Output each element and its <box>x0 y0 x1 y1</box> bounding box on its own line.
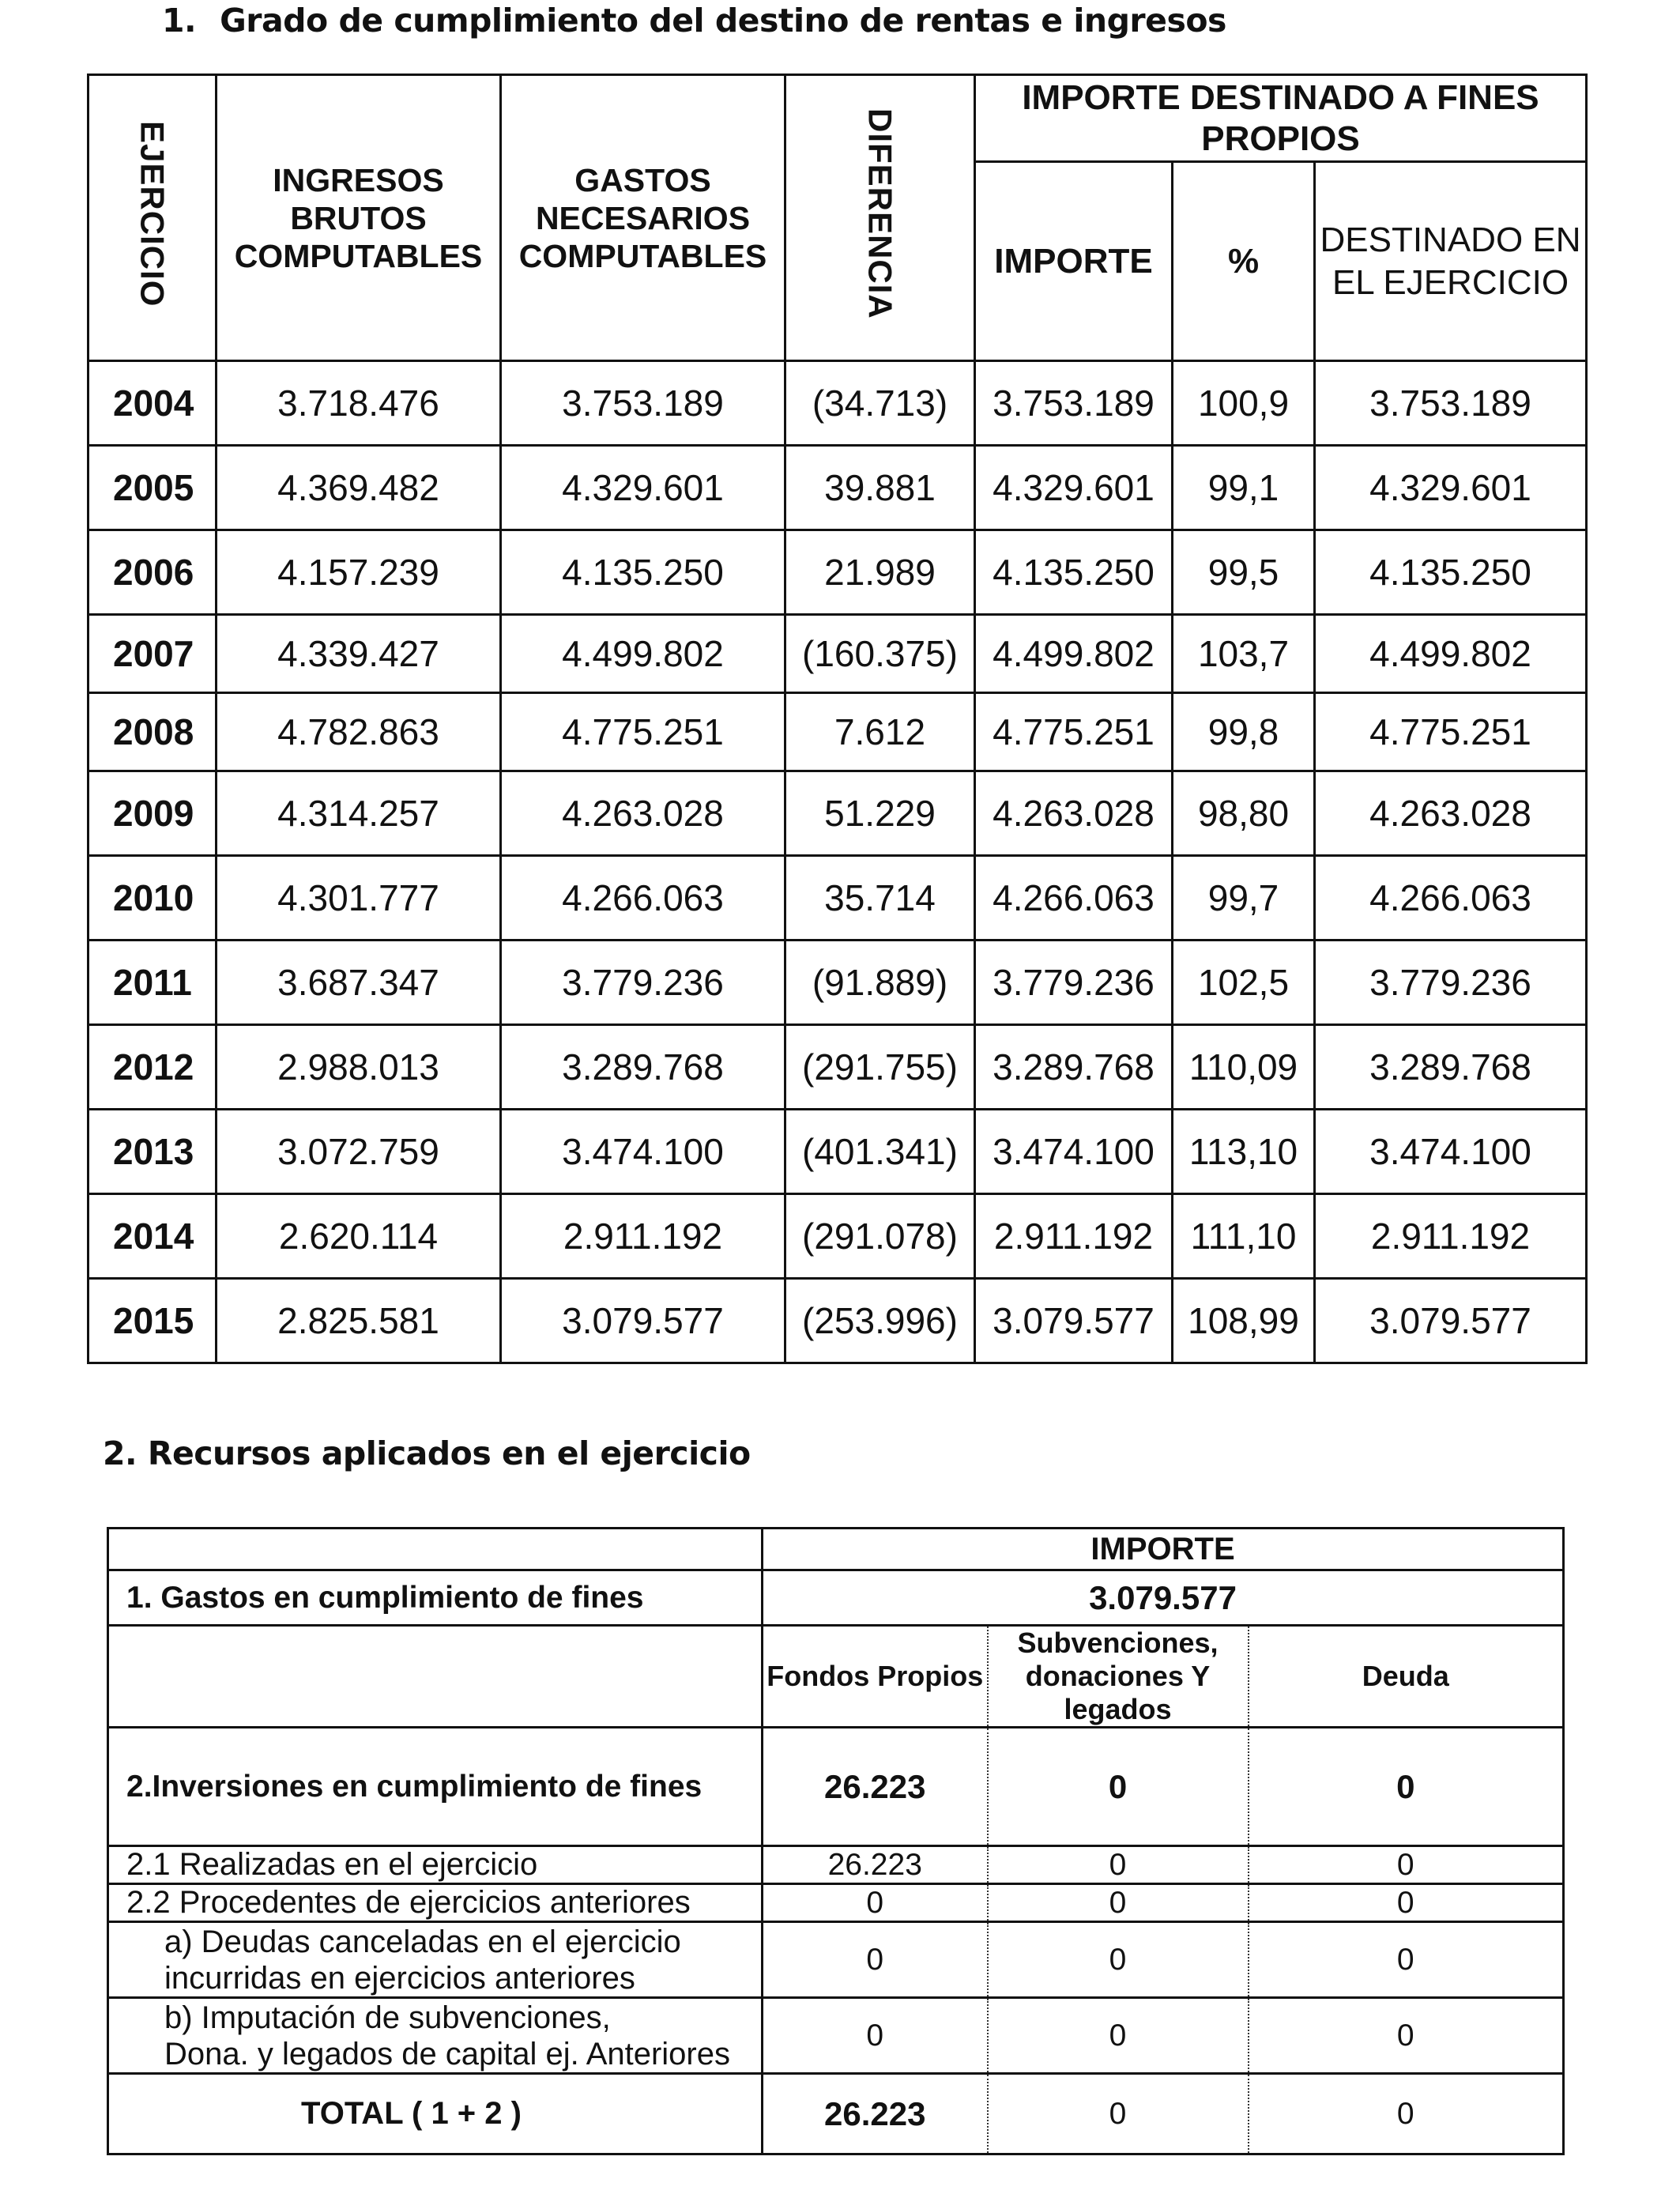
cell-ingresos: 2.620.114 <box>217 1194 501 1279</box>
row-imputacion-label-line2: Dona. y legados de capital ej. Anteriores <box>164 2036 730 2071</box>
cell-destinado: 3.779.236 <box>1315 941 1587 1025</box>
cell-year: 2010 <box>89 856 217 941</box>
cell-ingresos: 3.072.759 <box>217 1110 501 1194</box>
cell-year: 2012 <box>89 1025 217 1110</box>
row-deudas-label <box>108 1922 763 1998</box>
cell-gastos: 3.079.577 <box>501 1279 785 1363</box>
cell-gastos: 3.779.236 <box>501 941 785 1025</box>
cell-year: 2005 <box>89 446 217 530</box>
row-deudas-label-line2: incurridas en ejercicios anteriores <box>164 1960 635 1996</box>
row-realizadas-fondos: 26.223 <box>763 1846 988 1884</box>
cell-pct: 103,7 <box>1173 615 1315 693</box>
col-deuda: Deuda <box>1249 1626 1564 1728</box>
gastos-value: 3.079.577 <box>763 1570 1564 1626</box>
row-imputacion-label-line1: b) Imputación de subvenciones, <box>164 2000 611 2035</box>
cell-gastos: 3.289.768 <box>501 1025 785 1110</box>
cell-destinado: 4.263.028 <box>1315 771 1587 856</box>
table-row <box>89 771 1587 856</box>
section-1-title <box>162 2 1226 40</box>
cell-pct: 99,8 <box>1173 693 1315 771</box>
cell-pct: 99,1 <box>1173 446 1315 530</box>
row-inversiones-deuda: 0 <box>1249 1728 1564 1846</box>
header-ejercicio: EJERCICIO <box>89 75 217 361</box>
total-subv: 0 <box>988 2074 1249 2154</box>
cell-importe: 4.135.250 <box>975 530 1173 615</box>
cell-year: 2008 <box>89 693 217 771</box>
header-destinado: DESTINADO EN EL EJERCICIO <box>1315 162 1587 361</box>
table-row <box>89 1025 1587 1110</box>
cell-importe: 4.329.601 <box>975 446 1173 530</box>
row-realizadas-deuda: 0 <box>1249 1846 1564 1884</box>
table-row <box>89 856 1587 941</box>
row-realizadas-subv: 0 <box>988 1846 1249 1884</box>
importe-header-blank <box>108 1529 763 1570</box>
cell-gastos: 3.753.189 <box>501 361 785 446</box>
row-deudas-subv: 0 <box>988 1922 1249 1998</box>
cell-ingresos: 4.157.239 <box>217 530 501 615</box>
cell-destinado: 3.474.100 <box>1315 1110 1587 1194</box>
cell-importe: 3.779.236 <box>975 941 1173 1025</box>
header-diferencia: DIFERENCIA <box>785 75 975 361</box>
cell-pct: 99,5 <box>1173 530 1315 615</box>
cell-gastos: 4.263.028 <box>501 771 785 856</box>
header-gastos: GASTOS NECESARIOS COMPUTABLES <box>501 75 785 361</box>
row-imputacion-deuda: 0 <box>1249 1998 1564 2074</box>
cell-pct: 100,9 <box>1173 361 1315 446</box>
cell-gastos: 4.135.250 <box>501 530 785 615</box>
cell-destinado: 4.329.601 <box>1315 446 1587 530</box>
total-deuda: 0 <box>1249 2074 1564 2154</box>
cell-destinado: 3.753.189 <box>1315 361 1587 446</box>
table-row <box>89 693 1587 771</box>
header-importe-destinado: IMPORTE DESTINADO A FINES PROPIOS <box>975 75 1587 162</box>
cell-importe: 4.266.063 <box>975 856 1173 941</box>
cell-diferencia: (291.078) <box>785 1194 975 1279</box>
row-imputacion-label <box>108 1998 763 2074</box>
row-deudas-deuda: 0 <box>1249 1922 1564 1998</box>
cell-ingresos: 2.825.581 <box>217 1279 501 1363</box>
section-2-title: 2. Recursos aplicados en el ejercicio <box>103 1434 751 1472</box>
cell-importe: 3.289.768 <box>975 1025 1173 1110</box>
cell-year: 2013 <box>89 1110 217 1194</box>
cell-diferencia: 35.714 <box>785 856 975 941</box>
cell-gastos: 4.266.063 <box>501 856 785 941</box>
cell-importe: 3.474.100 <box>975 1110 1173 1194</box>
cell-diferencia: (34.713) <box>785 361 975 446</box>
cell-destinado: 4.499.802 <box>1315 615 1587 693</box>
table-row <box>89 941 1587 1025</box>
row-inversiones-fondos: 26.223 <box>763 1728 988 1846</box>
col-fondos: Fondos Propios <box>763 1626 988 1728</box>
cell-pct: 111,10 <box>1173 1194 1315 1279</box>
table-row <box>89 615 1587 693</box>
cell-gastos: 2.911.192 <box>501 1194 785 1279</box>
cell-pct: 102,5 <box>1173 941 1315 1025</box>
table-row <box>89 530 1587 615</box>
cell-year: 2007 <box>89 615 217 693</box>
cell-gastos: 4.775.251 <box>501 693 785 771</box>
cell-diferencia: 51.229 <box>785 771 975 856</box>
table-row <box>89 1194 1587 1279</box>
cell-ingresos: 4.314.257 <box>217 771 501 856</box>
cell-destinado: 4.775.251 <box>1315 693 1587 771</box>
resources-table <box>107 1527 1565 2155</box>
importe-header: IMPORTE <box>763 1529 1564 1570</box>
compliance-table <box>87 74 1588 1364</box>
cell-diferencia: (91.889) <box>785 941 975 1025</box>
cell-pct: 98,80 <box>1173 771 1315 856</box>
row-procedentes-subv: 0 <box>988 1884 1249 1922</box>
cell-pct: 108,99 <box>1173 1279 1315 1363</box>
cell-year: 2015 <box>89 1279 217 1363</box>
header-ingresos: INGRESOS BRUTOS COMPUTABLES <box>217 75 501 361</box>
cell-destinado: 4.266.063 <box>1315 856 1587 941</box>
cell-year: 2009 <box>89 771 217 856</box>
table-row <box>89 446 1587 530</box>
cols-header-blank <box>108 1626 763 1728</box>
header-pct: % <box>1173 162 1315 361</box>
table-row <box>89 1110 1587 1194</box>
cell-destinado: 2.911.192 <box>1315 1194 1587 1279</box>
cell-pct: 110,09 <box>1173 1025 1315 1110</box>
cell-ingresos: 4.339.427 <box>217 615 501 693</box>
row-deudas-label-line1: a) Deudas canceladas en el ejercicio <box>164 1924 681 1959</box>
total-label: TOTAL ( 1 + 2 ) <box>108 2074 763 2154</box>
cell-destinado: 3.079.577 <box>1315 1279 1587 1363</box>
table-row <box>89 1279 1587 1363</box>
cell-importe: 4.499.802 <box>975 615 1173 693</box>
cell-diferencia: (160.375) <box>785 615 975 693</box>
row-procedentes-label: 2.2 Procedentes de ejercicios anteriores <box>108 1884 763 1922</box>
col-subvenciones: Subvenciones, donaciones Y legados <box>988 1626 1249 1728</box>
row-inversiones-subv: 0 <box>988 1728 1249 1846</box>
cell-importe: 3.079.577 <box>975 1279 1173 1363</box>
cell-ingresos: 3.687.347 <box>217 941 501 1025</box>
cell-importe: 4.263.028 <box>975 771 1173 856</box>
cell-year: 2011 <box>89 941 217 1025</box>
cell-importe: 4.775.251 <box>975 693 1173 771</box>
cell-importe: 2.911.192 <box>975 1194 1173 1279</box>
cell-diferencia: (401.341) <box>785 1110 975 1194</box>
cell-diferencia: 21.989 <box>785 530 975 615</box>
cell-pct: 99,7 <box>1173 856 1315 941</box>
cell-diferencia: (253.996) <box>785 1279 975 1363</box>
cell-ingresos: 4.369.482 <box>217 446 501 530</box>
cell-gastos: 4.499.802 <box>501 615 785 693</box>
section-1-number: 1. <box>162 2 197 40</box>
cell-ingresos: 3.718.476 <box>217 361 501 446</box>
cell-year: 2014 <box>89 1194 217 1279</box>
row-procedentes-fondos: 0 <box>763 1884 988 1922</box>
cell-diferencia: (291.755) <box>785 1025 975 1110</box>
row-imputacion-fondos: 0 <box>763 1998 988 2074</box>
row-imputacion-subv: 0 <box>988 1998 1249 2074</box>
cell-diferencia: 7.612 <box>785 693 975 771</box>
row-realizadas-label: 2.1 Realizadas en el ejercicio <box>108 1846 763 1884</box>
row-deudas-fondos: 0 <box>763 1922 988 1998</box>
header-importe: IMPORTE <box>975 162 1173 361</box>
cell-destinado: 3.289.768 <box>1315 1025 1587 1110</box>
cell-diferencia: 39.881 <box>785 446 975 530</box>
gastos-label: 1. Gastos en cumplimiento de fines <box>108 1570 763 1626</box>
total-fondos: 26.223 <box>763 2074 988 2154</box>
cell-year: 2006 <box>89 530 217 615</box>
row-inversiones-label: 2.Inversiones en cumplimiento de fines <box>108 1728 763 1846</box>
cell-gastos: 4.329.601 <box>501 446 785 530</box>
cell-year: 2004 <box>89 361 217 446</box>
section-1-title-text: Grado de cumplimiento del destino de rentas e ingresos <box>220 2 1226 40</box>
table-row <box>89 361 1587 446</box>
cell-pct: 113,10 <box>1173 1110 1315 1194</box>
cell-gastos: 3.474.100 <box>501 1110 785 1194</box>
cell-ingresos: 4.782.863 <box>217 693 501 771</box>
cell-importe: 3.753.189 <box>975 361 1173 446</box>
cell-ingresos: 2.988.013 <box>217 1025 501 1110</box>
row-procedentes-deuda: 0 <box>1249 1884 1564 1922</box>
cell-destinado: 4.135.250 <box>1315 530 1587 615</box>
cell-ingresos: 4.301.777 <box>217 856 501 941</box>
